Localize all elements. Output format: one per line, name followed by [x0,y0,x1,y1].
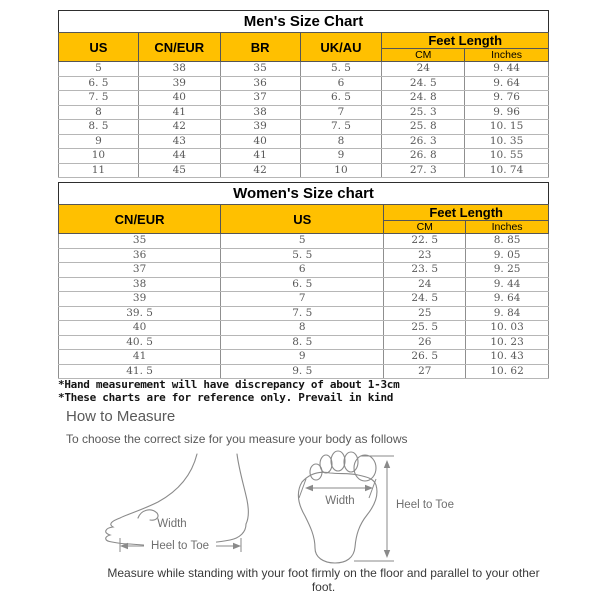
side-heel-to-toe-label: Heel to Toe [151,540,209,552]
size-cell: 10. 23 [466,335,549,350]
size-cell: 9 [221,350,384,365]
size-cell: 25 [384,306,466,321]
size-cell: 6. 5 [221,277,384,292]
size-cell: 7. 5 [300,120,382,135]
size-cell: 24 [384,277,466,292]
column-header-us: US [221,205,384,234]
measurement-diagrams [58,448,549,566]
size-cell: 38 [138,62,220,77]
table-row [59,350,549,365]
table-row [59,248,549,263]
size-cell: 5 [59,62,139,77]
womens-size-chart [58,182,549,379]
size-cell: 40. 5 [59,335,221,350]
size-cell: 38 [59,277,221,292]
mens-table-body [59,62,549,178]
footnotes [58,378,399,404]
size-cell: 8. 5 [59,120,139,135]
size-cell: 11 [59,163,139,178]
size-cell: 35 [59,234,221,249]
size-cell: 41. 5 [59,364,221,379]
size-cell: 37 [59,263,221,278]
size-cell: 6 [300,76,382,91]
size-cell: 10. 62 [466,364,549,379]
mens-size-table [58,32,549,178]
column-header-uk-au: UK/AU [300,33,382,62]
table-row [59,321,549,336]
size-cell: 9. 64 [466,292,549,307]
size-cell: 9. 44 [466,277,549,292]
table-row [59,277,549,292]
size-cell: 6. 5 [59,76,139,91]
measure-caption: Measure while standing with your foot firmly on the floor and parallel to your other foot. [107,566,540,594]
size-cell: 10 [300,163,382,178]
column-header-feet-length: Feet Length [382,33,549,49]
column-header-feet-length: Feet Length [384,205,549,221]
size-cell: 39. 5 [59,306,221,321]
sole-heel-to-toe-label: Heel to Toe [396,499,454,511]
table-row [59,134,549,149]
womens-table-header [59,205,549,234]
size-cell: 7 [300,105,382,120]
size-cell: 9 [300,149,382,164]
table-row [59,234,549,249]
size-cell: 41 [59,350,221,365]
mens-chart-title: Men's Size Chart [58,10,549,33]
size-cell: 22. 5 [384,234,466,249]
size-cell: 5. 5 [300,62,382,77]
size-cell: 26. 8 [382,149,465,164]
size-cell: 8. 85 [466,234,549,249]
size-cell: 7 [221,292,384,307]
table-row [59,263,549,278]
sole-view-dimension-arrows [305,460,390,558]
size-cell: 42 [138,120,220,135]
size-cell: 9. 64 [465,76,549,91]
size-chart-sheet [58,10,549,596]
size-cell: 9. 05 [466,248,549,263]
table-row [59,292,549,307]
size-cell: 25. 3 [382,105,465,120]
table-row [59,91,549,106]
size-cell: 10. 55 [465,149,549,164]
size-cell: 5. 5 [221,248,384,263]
size-cell: 38 [220,105,300,120]
size-cell: 10. 35 [465,134,549,149]
table-row [59,364,549,379]
table-row [59,62,549,77]
size-cell: 23 [384,248,466,263]
size-cell: 40 [59,321,221,336]
table-row [59,335,549,350]
size-cell: 41 [138,105,220,120]
size-cell: 42 [220,163,300,178]
size-cell: 23. 5 [384,263,466,278]
footnote-line: *Hand measurement will have discrepancy of about 1-3cm [58,378,400,391]
size-cell: 37 [220,91,300,106]
size-cell: 26 [384,335,466,350]
column-header-br: BR [220,33,300,62]
foot-side-view-drawing [106,454,249,545]
how-to-measure-subtitle: To choose the correct size for you measure your body as follows [66,432,408,446]
size-cell: 10 [59,149,139,164]
size-cell: 26. 5 [384,350,466,365]
size-cell: 10. 03 [466,321,549,336]
size-cell: 9. 76 [465,91,549,106]
table-row [59,105,549,120]
table-row [59,120,549,135]
table-row [59,163,549,178]
size-cell: 9. 44 [465,62,549,77]
column-header-cm: CM [384,221,466,234]
size-cell: 43 [138,134,220,149]
size-cell: 8 [59,105,139,120]
size-cell: 8 [221,321,384,336]
size-cell: 10. 15 [465,120,549,135]
size-cell: 5 [221,234,384,249]
footnote-line: *These charts are for reference only. Prevail in kind [58,391,394,404]
size-cell: 25. 8 [382,120,465,135]
size-cell: 24. 5 [384,292,466,307]
how-to-measure-heading: How to Measure [66,408,176,425]
table-row [59,76,549,91]
size-cell: 26. 3 [382,134,465,149]
table-row [59,149,549,164]
size-cell: 9. 25 [466,263,549,278]
side-width-label: Width [157,518,187,530]
size-cell: 6. 5 [300,91,382,106]
size-cell: 9. 5 [221,364,384,379]
size-cell: 36 [59,248,221,263]
foot-sole-view-drawing [298,451,377,563]
size-cell: 27. 3 [382,163,465,178]
table-row [59,306,549,321]
size-cell: 9. 84 [466,306,549,321]
size-cell: 24. 8 [382,91,465,106]
size-cell: 27 [384,364,466,379]
column-header-us: US [59,33,139,62]
column-header-cn-eur: CN/EUR [138,33,220,62]
column-header-cm: CM [382,49,465,62]
size-cell: 7. 5 [59,91,139,106]
size-cell: 25. 5 [384,321,466,336]
size-cell: 10. 43 [466,350,549,365]
size-cell: 41 [220,149,300,164]
column-header-inches: Inches [465,49,549,62]
column-header-inches: Inches [466,221,549,234]
womens-chart-title: Women's Size chart [58,182,549,205]
size-cell: 8. 5 [221,335,384,350]
womens-table-body [59,234,549,379]
size-cell: 6 [221,263,384,278]
mens-size-chart [58,10,549,178]
size-cell: 9 [59,134,139,149]
size-cell: 24 [382,62,465,77]
size-cell: 40 [220,134,300,149]
size-cell: 44 [138,149,220,164]
size-cell: 10. 74 [465,163,549,178]
size-cell: 35 [220,62,300,77]
size-cell: 36 [220,76,300,91]
size-cell: 39 [220,120,300,135]
size-cell: 45 [138,163,220,178]
mens-table-header [59,33,549,62]
column-header-cn-eur: CN/EUR [59,205,221,234]
sole-width-label: Width [325,495,355,507]
size-cell: 39 [138,76,220,91]
sole-view-dimension-lines [299,456,394,561]
size-cell: 24. 5 [382,76,465,91]
size-cell: 8 [300,134,382,149]
size-cell: 7. 5 [221,306,384,321]
size-cell: 39 [59,292,221,307]
size-cell: 40 [138,91,220,106]
womens-size-table [58,204,549,379]
size-cell: 9. 96 [465,105,549,120]
